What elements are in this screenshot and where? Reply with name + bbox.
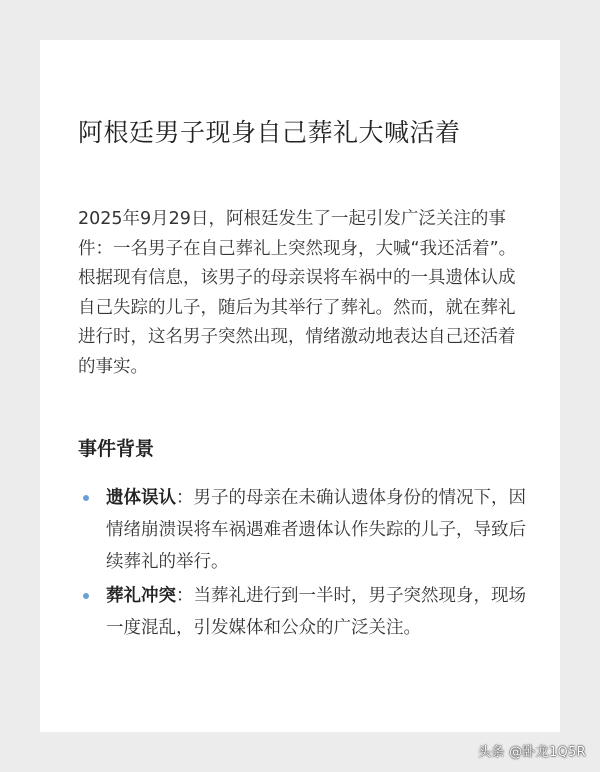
watermark: 头条 @卧龙1Q5R: [478, 745, 586, 760]
section-heading: 事件背景: [78, 438, 155, 460]
bullet-list: [78, 482, 530, 646]
article-intro: 2025年9月29日，阿根廷发生了一起引发广泛关注的事件：一名男子在自己葬礼上突然现身，大喊“我还活着”。根据现有信息，该男子的母亲误将车祸中的一具遗体认成自己失踪的儿子，随后为其举行了葬礼。然而，就在葬礼进行时，这名男子突然出现，情绪激动地表达自己还活着的事实。: [78, 209, 517, 377]
bullet-dot-icon: [83, 495, 89, 501]
list-item: [78, 580, 530, 644]
bullet-dot-icon: [83, 593, 89, 599]
bullet-text: ：男子的母亲在未确认遗体身份的情况下，因情绪崩溃误将车祸遇难者遗体认作失踪的儿子，导致后续葬礼的举行。: [106, 488, 526, 572]
bullet-term: 遗体误认: [106, 488, 176, 508]
list-item: [78, 482, 530, 578]
article-card: [40, 40, 560, 732]
article-title: 阿根廷男子现身自己葬礼大喊活着: [78, 118, 461, 147]
bullet-text: ：当葬礼进行到一半时，男子突然现身，现场一度混乱，引发媒体和公众的广泛关注。: [106, 586, 526, 638]
bullet-term: 葬礼冲突: [106, 586, 176, 606]
